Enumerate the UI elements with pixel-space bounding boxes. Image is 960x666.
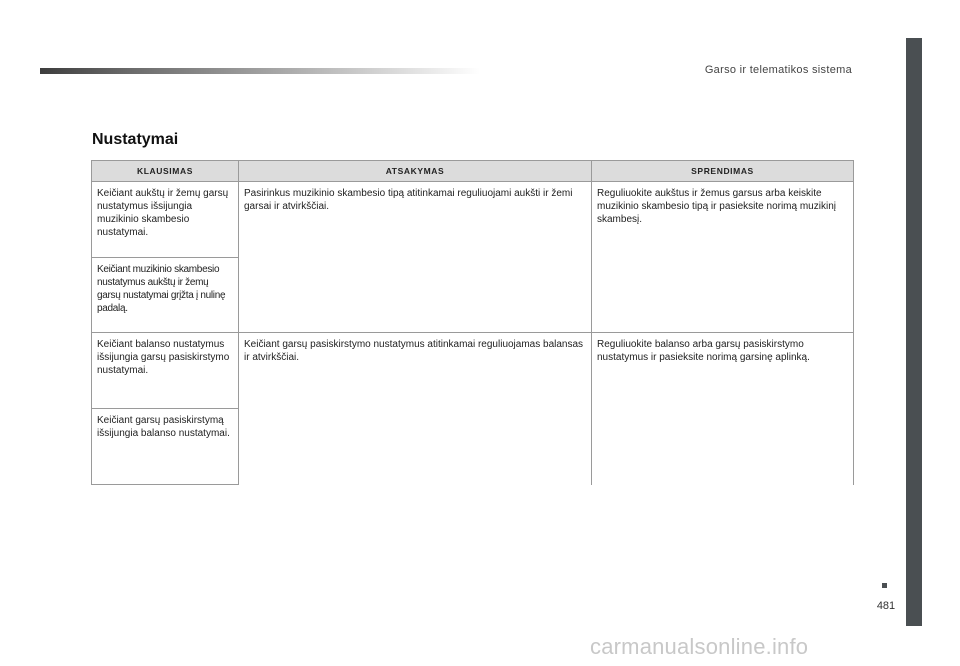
question-cell: Keičiant aukštų ir žemų garsų nustatymus išsijungia muzikinio skambesio nustatymai. (92, 182, 239, 258)
answer-cell: Keičiant garsų pasiskirstymo nustatymus atitinkamai reguliuojamas balansas ir atvirkščiai. (239, 333, 592, 485)
column-header-answer: ATSAKYMAS (239, 161, 592, 182)
question-cell: Keičiant muzikinio skambesio nustatymus aukštų ir žemų garsų nustatymai grįžta į nulinę padalą. (92, 258, 239, 333)
question-cell: Keičiant garsų pasiskirstymą išsijungia balanso nustatymai. (92, 409, 239, 485)
table-row (92, 333, 854, 409)
section-title: Garso ir telematikos sistema (704, 64, 852, 76)
column-header-solution: SPRENDIMAS (592, 161, 854, 182)
page-edge-tab (906, 38, 922, 626)
column-header-question: KLAUSIMAS (92, 161, 239, 182)
watermark: carmanualsonline.info (590, 634, 809, 659)
page-number: 481 (876, 600, 896, 612)
page-heading: Nustatymai (92, 131, 179, 148)
table-row (92, 182, 854, 258)
solution-cell: Reguliuokite aukštus ir žemus garsus arba keiskite muzikinio skambesio tipą ir pasieksite norimą muzikinį skambesį. (592, 182, 854, 333)
header-gradient-bar (40, 68, 480, 74)
table-header-row (92, 161, 854, 182)
answer-cell: Pasirinkus muzikinio skambesio tipą atitinkamai reguliuojami aukšti ir žemi garsai ir atvirkščiai. (239, 182, 592, 333)
solution-cell: Reguliuokite balanso arba garsų pasiskirstymo nustatymus ir pasieksite norimą garsinę aplinką. (592, 333, 854, 485)
page-marker (882, 583, 887, 588)
question-cell: Keičiant balanso nustatymus išsijungia garsų pasiskirstymo nustatymai. (92, 333, 239, 409)
troubleshooting-table (91, 160, 854, 485)
